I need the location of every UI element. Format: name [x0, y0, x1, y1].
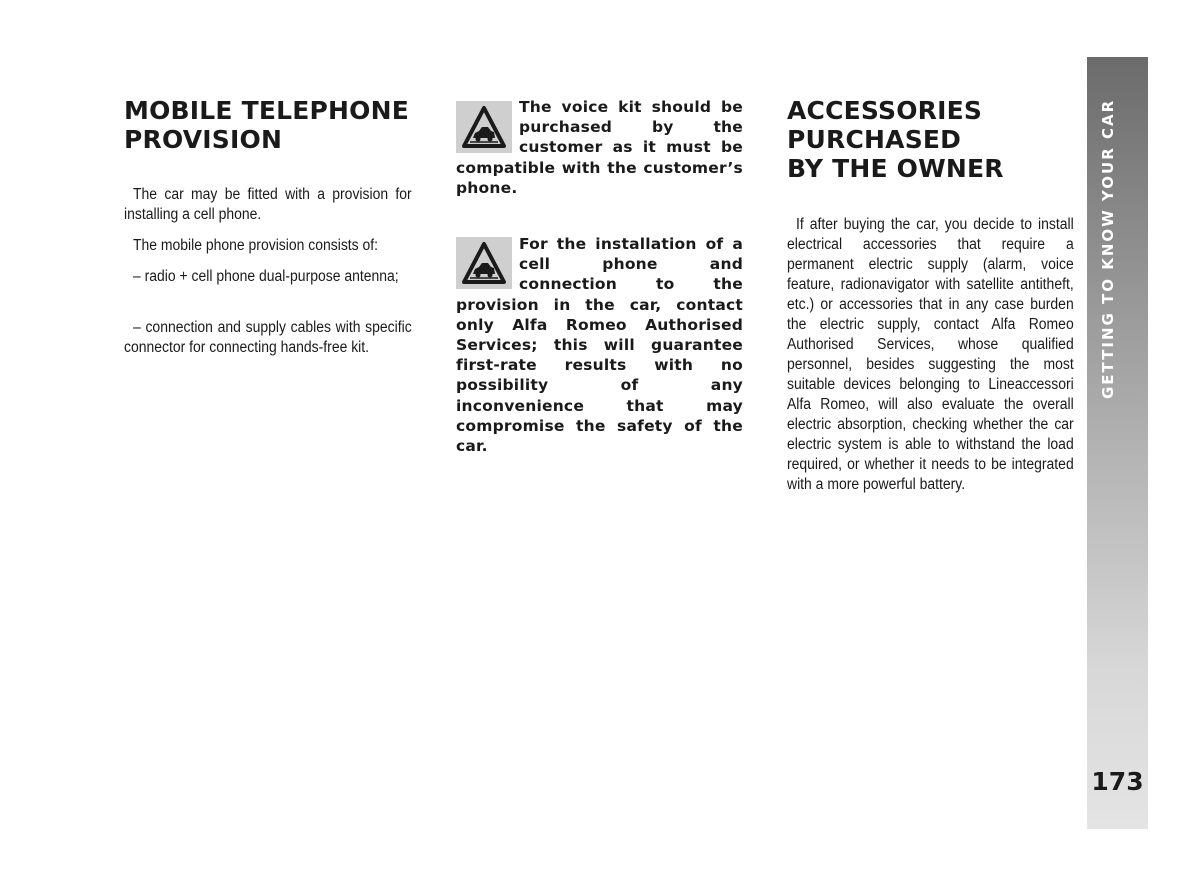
car-warning-triangle-icon: [456, 101, 512, 153]
right-column: [787, 0, 1074, 493]
warning-installation: [456, 234, 743, 456]
section-title-accessories: [787, 96, 1074, 183]
paragraph: The mobile phone provision consists of:: [133, 237, 379, 254]
paragraph: The car may be fitted with a provision for installing a cell phone.: [124, 186, 412, 223]
page-number: 173: [1091, 767, 1144, 796]
chapter-side-tab: [1087, 57, 1148, 829]
list-item: – radio + cell phone dual-purpose antenna;: [133, 268, 399, 285]
warning-text: For the installation of a cell phone and connection to the provision in the car, contact only Alfa Romeo Authorised Services; this will guarantee first-rate results with no possibility of any inconvenience that may compromise the safety of the car.: [456, 235, 743, 456]
warning-voice-kit: [456, 97, 743, 198]
paragraph: If after buying the car, you decide to install electrical accessories that require a permanent electric supply (alarm, voice feature, radionavigator with satellite antitheft, etc.) or accessories that in any case burden the electric supply, contact Alfa Romeo Authorised Services, whose qualified personnel, besides suggesting the most suitable devices belonging to Lineaccessori Alfa Romeo, will also evaluate the overall electric absorption, checking whether the car electric system is able to withstand the load required, or whether it needs to be integrated with a more powerful battery.: [787, 216, 1074, 493]
title-line: PURCHASED: [787, 125, 962, 154]
title-line: PROVISION: [124, 125, 283, 154]
chapter-label: GETTING TO KNOW YOUR CAR: [1099, 98, 1117, 399]
warning-text: The voice kit should be purchased by the customer as it must be compatible with the customer’s phone.: [456, 98, 743, 197]
title-line: ACCESSORIES: [787, 96, 983, 125]
car-warning-triangle-icon: [456, 237, 512, 289]
title-line: BY THE OWNER: [787, 154, 1004, 183]
left-column: [124, 0, 412, 356]
list-item: – connection and supply cables with specific connector for connecting hands-free kit.: [124, 319, 412, 356]
title-line: MOBILE TELEPHONE: [124, 96, 410, 125]
section-title-mobile-telephone: [124, 96, 412, 154]
